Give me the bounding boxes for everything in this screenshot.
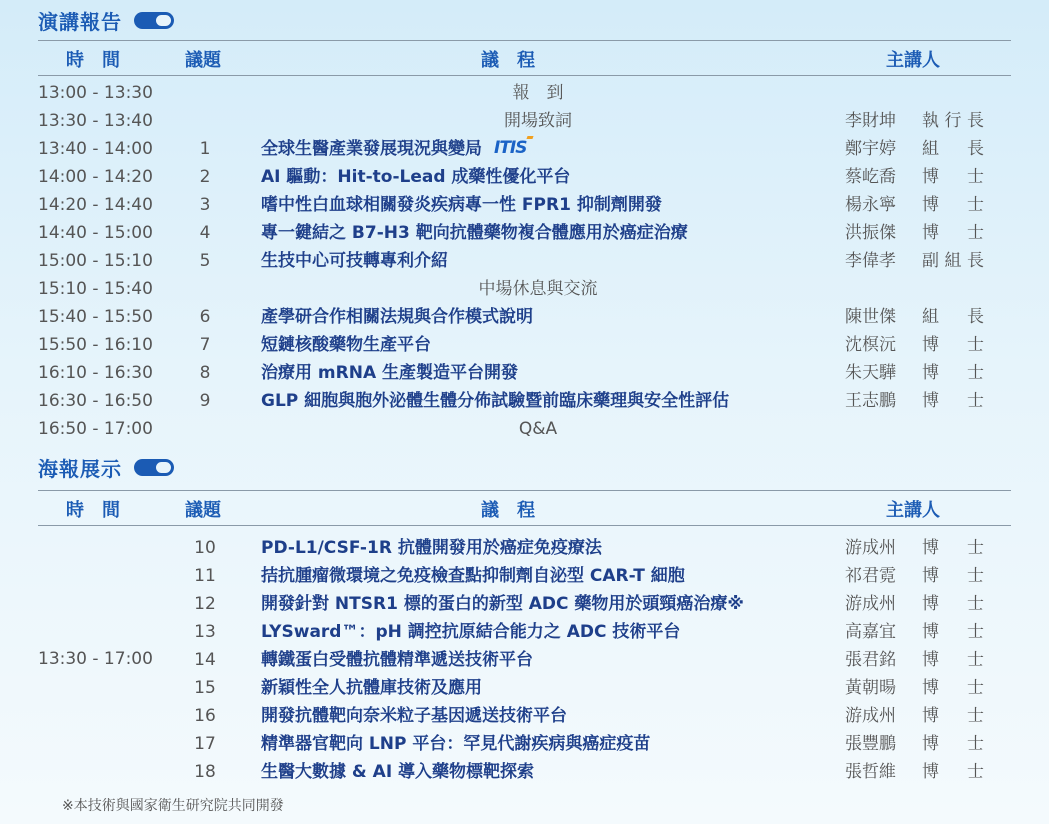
row-speaker: 李偉孝 (845, 251, 896, 271)
row-num: 4 (199, 223, 211, 243)
row-speaker-title: 執行長 (922, 111, 984, 131)
row-speaker-title: 博士 (922, 566, 984, 586)
table-row (38, 331, 1011, 359)
row-speaker: 游成州 (845, 538, 896, 558)
table-row (38, 534, 1011, 562)
header-topic: 議 程 (481, 500, 535, 521)
row-num: 2 (199, 167, 211, 187)
header-topic: 議 程 (481, 50, 535, 71)
row-topic (261, 191, 662, 219)
row-time: 15:40 - 15:50 (38, 307, 153, 327)
header-time: 時 間 (66, 50, 120, 71)
row-speaker: 朱天驊 (845, 363, 896, 383)
row-topic-text: GLP 細胞與胞外泌體生體分佈試驗暨前臨床藥理與安全性評估 (261, 391, 730, 411)
row-speaker: 張豐鵬 (845, 734, 896, 754)
row-speaker: 楊永寧 (845, 195, 896, 215)
header-num: 議題 (185, 500, 221, 521)
row-speaker: 張哲維 (845, 762, 896, 782)
row-topic-text: 全球生醫產業發展現況與變局 (261, 139, 482, 159)
row-num: 11 (194, 566, 216, 586)
row-center-text: 報 到 (512, 83, 564, 103)
row-speaker-title: 博士 (922, 195, 984, 215)
row-topic: 轉鐵蛋白受體抗體精準遞送技術平台 (261, 650, 533, 670)
row-topic: LYSward™：pH 調控抗原結合能力之 ADC 技術平台 (261, 622, 681, 642)
row-time: 13:30 - 13:40 (38, 111, 153, 131)
row-speaker: 王志鵬 (845, 391, 896, 411)
row-speaker: 蔡屹喬 (845, 167, 896, 187)
row-center-text: 開場致詞 (504, 111, 572, 131)
table-row (38, 107, 1011, 135)
row-speaker-title: 博士 (922, 391, 984, 411)
itis-logo: ITIS (494, 134, 527, 162)
row-topic-text: AI 驅動：Hit-to-Lead 成藥性優化平台 (261, 167, 571, 187)
row-num: 12 (194, 594, 216, 614)
row-topic (261, 359, 518, 387)
row-speaker: 祁君霓 (845, 566, 896, 586)
table-row (38, 590, 1011, 618)
row-num: 8 (199, 363, 211, 383)
row-topic (261, 331, 431, 359)
row-speaker: 黃朝暘 (845, 678, 896, 698)
table-row (38, 646, 1011, 674)
row-speaker: 游成州 (845, 706, 896, 726)
talks-section-heading (38, 6, 174, 35)
row-num: 3 (199, 195, 211, 215)
poster-section-heading (38, 453, 174, 482)
table-row (38, 79, 1011, 107)
row-topic: PD-L1/CSF-1R 抗體開發用於癌症免疫療法 (261, 538, 602, 558)
header-time: 時 間 (66, 500, 120, 521)
row-speaker-title: 博士 (922, 650, 984, 670)
row-speaker: 李財坤 (845, 111, 896, 131)
table-row (38, 387, 1011, 415)
talks-section-title: 演講報告 (38, 10, 122, 34)
row-time: 13:00 - 13:30 (38, 83, 153, 103)
row-time: 16:50 - 17:00 (38, 419, 153, 439)
header-speaker: 主講人 (886, 50, 940, 71)
row-time: 15:00 - 15:10 (38, 251, 153, 271)
row-topic (261, 163, 570, 191)
table-row (38, 303, 1011, 331)
row-speaker: 陳世傑 (845, 307, 896, 327)
row-num: 9 (199, 391, 211, 411)
table-row (38, 219, 1011, 247)
row-time: 13:40 - 14:00 (38, 139, 153, 159)
poster-time: 13:30 - 17:00 (38, 649, 153, 669)
row-topic (261, 303, 533, 331)
toggle-icon (134, 12, 174, 29)
table-row (38, 730, 1011, 758)
table-row (38, 758, 1011, 786)
row-topic (261, 135, 527, 163)
row-time: 14:00 - 14:20 (38, 167, 153, 187)
table-row (38, 415, 1011, 443)
row-topic: 拮抗腫瘤微環境之免疫檢查點抑制劑自泌型 CAR-T 細胞 (261, 566, 685, 586)
footnote: ※本技術與國家衛生研究院共同開發 (62, 798, 284, 814)
row-speaker-title: 組長 (922, 139, 984, 159)
header-num: 議題 (185, 50, 221, 71)
row-topic: 精準器官靶向 LNP 平台：罕見代謝疾病與癌症疫苗 (261, 734, 651, 754)
row-speaker-title: 副組長 (922, 251, 984, 271)
row-topic: 開發針對 NTSR1 標的蛋白的新型 ADC 藥物用於頭頸癌治療※ (261, 594, 744, 614)
row-topic: 生醫大數據 & AI 導入藥物標靶探索 (261, 762, 535, 782)
toggle-icon (134, 459, 174, 476)
table-row (38, 674, 1011, 702)
row-speaker-title: 博士 (922, 706, 984, 726)
row-num: 17 (194, 734, 216, 754)
row-speaker-title: 博士 (922, 363, 984, 383)
row-topic-text: 治療用 mRNA 生產製造平台開發 (261, 363, 519, 383)
row-topic: 開發抗體靶向奈米粒子基因遞送技術平台 (261, 706, 567, 726)
row-speaker: 張君銘 (845, 650, 896, 670)
row-speaker-title: 博士 (922, 538, 984, 558)
row-topic-text: 短鏈核酸藥物生產平台 (261, 335, 431, 355)
row-speaker-title: 博士 (922, 594, 984, 614)
row-speaker: 鄭宇婷 (845, 139, 896, 159)
table-row (38, 275, 1011, 303)
table-row (38, 359, 1011, 387)
row-time: 15:10 - 15:40 (38, 279, 153, 299)
row-num: 13 (194, 622, 216, 642)
row-num: 1 (199, 139, 211, 159)
row-time: 16:30 - 16:50 (38, 391, 153, 411)
row-speaker-title: 博士 (922, 762, 984, 782)
row-speaker-title: 博士 (922, 678, 984, 698)
row-num: 15 (194, 678, 216, 698)
row-time: 14:40 - 15:00 (38, 223, 153, 243)
table-row (38, 562, 1011, 590)
table-row (38, 191, 1011, 219)
table-row (38, 163, 1011, 191)
row-num: 6 (199, 307, 211, 327)
table-row (38, 618, 1011, 646)
row-speaker: 洪振傑 (845, 223, 896, 243)
table-row (38, 135, 1011, 163)
row-speaker: 高嘉宜 (845, 622, 896, 642)
row-num: 7 (199, 335, 211, 355)
row-center-text: Q&A (518, 419, 558, 439)
header-speaker: 主講人 (886, 500, 940, 521)
row-num: 5 (199, 251, 211, 271)
poster-table-header (38, 490, 1011, 526)
row-speaker-title: 博士 (922, 335, 984, 355)
row-topic (261, 219, 688, 247)
row-speaker-title: 博士 (922, 167, 984, 187)
row-speaker: 游成州 (845, 594, 896, 614)
row-time: 15:50 - 16:10 (38, 335, 153, 355)
row-num: 14 (194, 650, 216, 670)
row-time: 16:10 - 16:30 (38, 363, 153, 383)
row-speaker: 沈榠沅 (845, 335, 896, 355)
row-topic-text: 專一鍵結之 B7-H3 靶向抗體藥物複合體應用於癌症治療 (261, 223, 688, 243)
table-row (38, 247, 1011, 275)
row-topic-text: 產學研合作相關法規與合作模式說明 (261, 307, 533, 327)
row-topic-text: 生技中心可技轉專利介紹 (261, 251, 448, 271)
row-speaker-title: 博士 (922, 622, 984, 642)
row-num: 10 (194, 538, 216, 558)
table-row (38, 702, 1011, 730)
row-speaker-title: 博士 (922, 223, 984, 243)
row-num: 16 (194, 706, 216, 726)
row-center-text: 中場休息與交流 (478, 279, 598, 299)
row-topic-text: 嗜中性白血球相關發炎疾病專一性 FPR1 抑制劑開發 (261, 195, 662, 215)
row-speaker-title: 博士 (922, 734, 984, 754)
row-speaker-title: 組長 (922, 307, 984, 327)
row-topic: 新穎性全人抗體庫技術及應用 (261, 678, 482, 698)
poster-section-title: 海報展示 (38, 457, 122, 481)
talks-table-header (38, 40, 1011, 76)
row-num: 18 (194, 762, 216, 782)
row-time: 14:20 - 14:40 (38, 195, 153, 215)
row-topic (261, 247, 448, 275)
row-topic (261, 387, 729, 415)
